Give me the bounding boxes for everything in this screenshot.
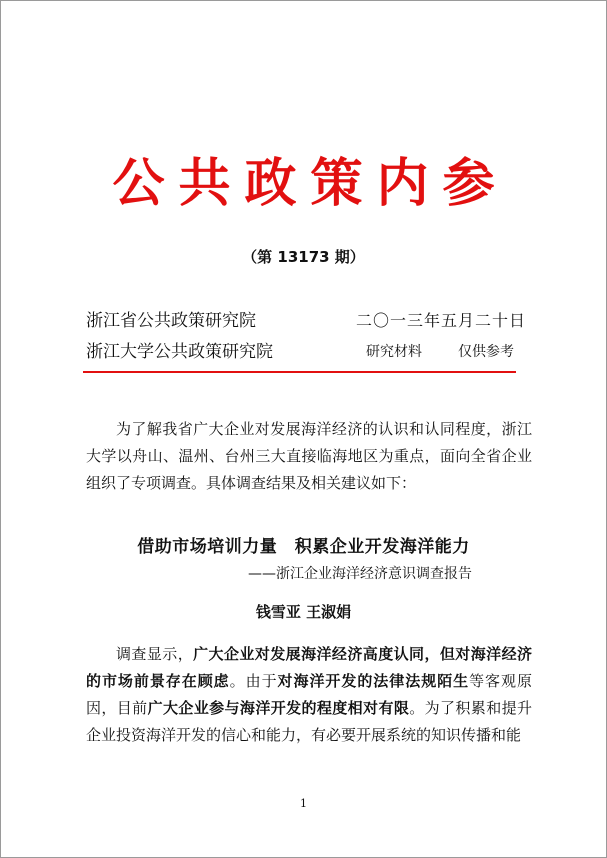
issue-number: （第 13173 期）: [242, 248, 365, 266]
body-bold-text: 广大企业对发展海洋经济高度认同，但对海洋经济的市场前景存在顾虑: [86, 645, 532, 690]
body-text: 。为了积累和提升企业投资海洋开发的信心和能力，有必要开展系统的知识传播和能: [86, 699, 532, 744]
red-divider-rule: [83, 371, 516, 373]
material-label: 研究材料: [366, 344, 422, 360]
page-number: 1: [300, 797, 307, 810]
body-bold-text: 对海洋开发的法律法规陌生: [277, 672, 470, 690]
reference-only-label: 仅供参考: [458, 344, 514, 360]
org-zhejiang-provincial-institute: 浙江省公共政策研究院: [86, 311, 256, 331]
article-authors: 钱雪亚 王淑娟: [255, 603, 352, 621]
article-subtitle: ——浙江企业海洋经济意识调查报告: [248, 566, 472, 582]
article-title: 借助市场培训力量 积累企业开发海洋能力: [137, 537, 470, 557]
publication-date: 二〇一三年五月二十日: [356, 311, 527, 330]
intro-paragraph: 为了解我省广大企业对发展海洋经济的认识和认同程度，浙江大学以舟山、温州、台州三大直接临海地区为重点，面向全省企业组织了专项调查。具体调查结果及相关建议如下：: [86, 420, 532, 492]
body-text: 等客观原因，目前: [86, 672, 532, 717]
body-paragraph: [86, 641, 532, 749]
body-text: 。由于: [229, 672, 278, 690]
org-zhejiang-university-institute: 浙江大学公共政策研究院: [86, 342, 273, 362]
publication-title: 公共政策内参: [112, 153, 509, 214]
body-text: 调查显示，: [116, 645, 194, 663]
body-bold-text: 广大企业参与海洋开发的程度相对有限: [147, 699, 410, 717]
